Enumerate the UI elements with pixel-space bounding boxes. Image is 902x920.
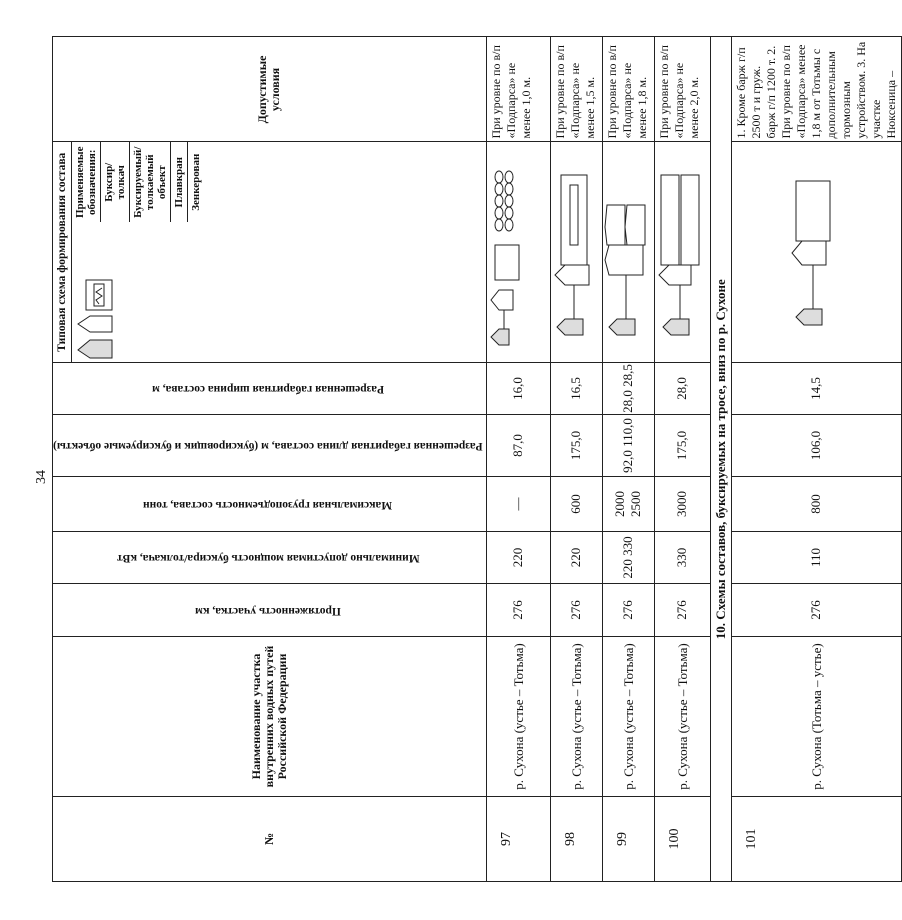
- row-100-len: 175,0: [654, 415, 710, 477]
- row-99-conditions: При уровне по в/п «Подпарса» не менее 1,8 м.: [602, 37, 654, 142]
- row-99-length: 276: [602, 584, 654, 637]
- header-section-name: Наименование участка внутренних водных путей Российской Федерации: [53, 637, 487, 797]
- legend-crane: Плавкран: [171, 142, 188, 222]
- row-98-scheme: [550, 142, 602, 363]
- row-97-conditions: При уровне по в/п «Подпарса» не менее 1,0 м.: [486, 37, 550, 142]
- header-num: №: [53, 797, 487, 882]
- row-100-scheme: [654, 142, 710, 363]
- row-98-length: 276: [550, 584, 602, 637]
- row-101-num: 101: [731, 797, 901, 882]
- row-101-load: 800: [731, 477, 901, 532]
- row-97-scheme: [486, 142, 550, 363]
- row-101-conditions: 1. Кроме барж г/п 2500 т и груж. барж г/п 1200 т. 2. При уровне по в/п «Подпарса» менее 1,8 м от Тотьмы с дополнительным тормозным устройством. 3. На участке Нюксеница –: [731, 37, 901, 142]
- row-100-conditions: При уровне по в/п «Подпарса» не менее 2,0 м.: [654, 37, 710, 142]
- header-allowed-width: Разрешенная габаритная ширина состава, м: [53, 363, 487, 415]
- row-101-width: 14,5: [731, 363, 901, 415]
- row-99-scheme: [602, 142, 654, 363]
- row-101-len: 106,0: [731, 415, 901, 477]
- row-100-name: р. Сухона (устье – Тотьма): [654, 637, 710, 797]
- section-10-title: 10. Схемы составов, буксируемых на тросе, вниз по р. Сухоне: [710, 37, 731, 882]
- row-98-conditions: При уровне по в/п «Подпарса» не менее 1,5 м.: [550, 37, 602, 142]
- header-max-load: Максимальная грузоподъемность состава, тонн: [53, 477, 487, 532]
- row-100-length: 276: [654, 584, 710, 637]
- convoy-table: [52, 36, 902, 882]
- header-allowed-length: Разрешенная габаритная длина состава, м (буксировщик и буксируемые объекты): [53, 415, 487, 477]
- row-97-width: 16,0: [486, 363, 550, 415]
- page-number: 34: [34, 470, 49, 484]
- header-length: Протяженность участка, км: [53, 584, 487, 637]
- row-99-power: 220 330: [602, 532, 654, 584]
- row-99-width: 28,0 28,5: [602, 363, 654, 415]
- legend-towed: Буксируемый/толкаемый объект: [130, 142, 171, 222]
- row-101-power: 110: [731, 532, 901, 584]
- row-98-load: 600: [550, 477, 602, 532]
- row-99-len: 92,0 110,0: [602, 415, 654, 477]
- row-100-power: 330: [654, 532, 710, 584]
- header-conditions: Допустимые условия: [53, 37, 487, 142]
- row-97-length: 276: [486, 584, 550, 637]
- row-97-power: 220: [486, 532, 550, 584]
- row-99-num: 99: [602, 797, 654, 882]
- row-98-power: 220: [550, 532, 602, 584]
- row-98-width: 16,5: [550, 363, 602, 415]
- row-97-num: 97: [486, 797, 550, 882]
- row-100-num: 100: [654, 797, 710, 882]
- legend-zenker: Зенкерован: [190, 153, 202, 211]
- row-99-name: р. Сухона (устье – Тотьма): [602, 637, 654, 797]
- row-98-num: 98: [550, 797, 602, 882]
- legend-icons: [72, 222, 166, 362]
- header-scheme: Типовая схема формирования состава Применяемые обозначения: Буксир/толкач Буксируемый/толкаемый объект Плавкран Зенкерован: [53, 142, 487, 363]
- row-97-len: 87,0: [486, 415, 550, 477]
- row-98-len: 175,0: [550, 415, 602, 477]
- row-101-scheme: [731, 142, 901, 363]
- row-99-load: 2000 2500: [602, 477, 654, 532]
- row-97-load: —: [486, 477, 550, 532]
- row-100-width: 28,0: [654, 363, 710, 415]
- header-min-power: Минимально допустимая мощность буксира/толкача, кВт: [53, 532, 487, 584]
- row-100-load: 3000: [654, 477, 710, 532]
- row-97-name: р. Сухона (устье – Тотьма): [486, 637, 550, 797]
- legend-tug: Буксир/толкач: [101, 142, 130, 222]
- row-101-length: 276: [731, 584, 901, 637]
- legend-title: Применяемые обозначения:: [72, 142, 101, 222]
- row-101-name: р. Сухона (Тотьма – устье): [731, 637, 901, 797]
- legend: [72, 142, 202, 362]
- row-98-name: р. Сухона (устье – Тотьма): [550, 637, 602, 797]
